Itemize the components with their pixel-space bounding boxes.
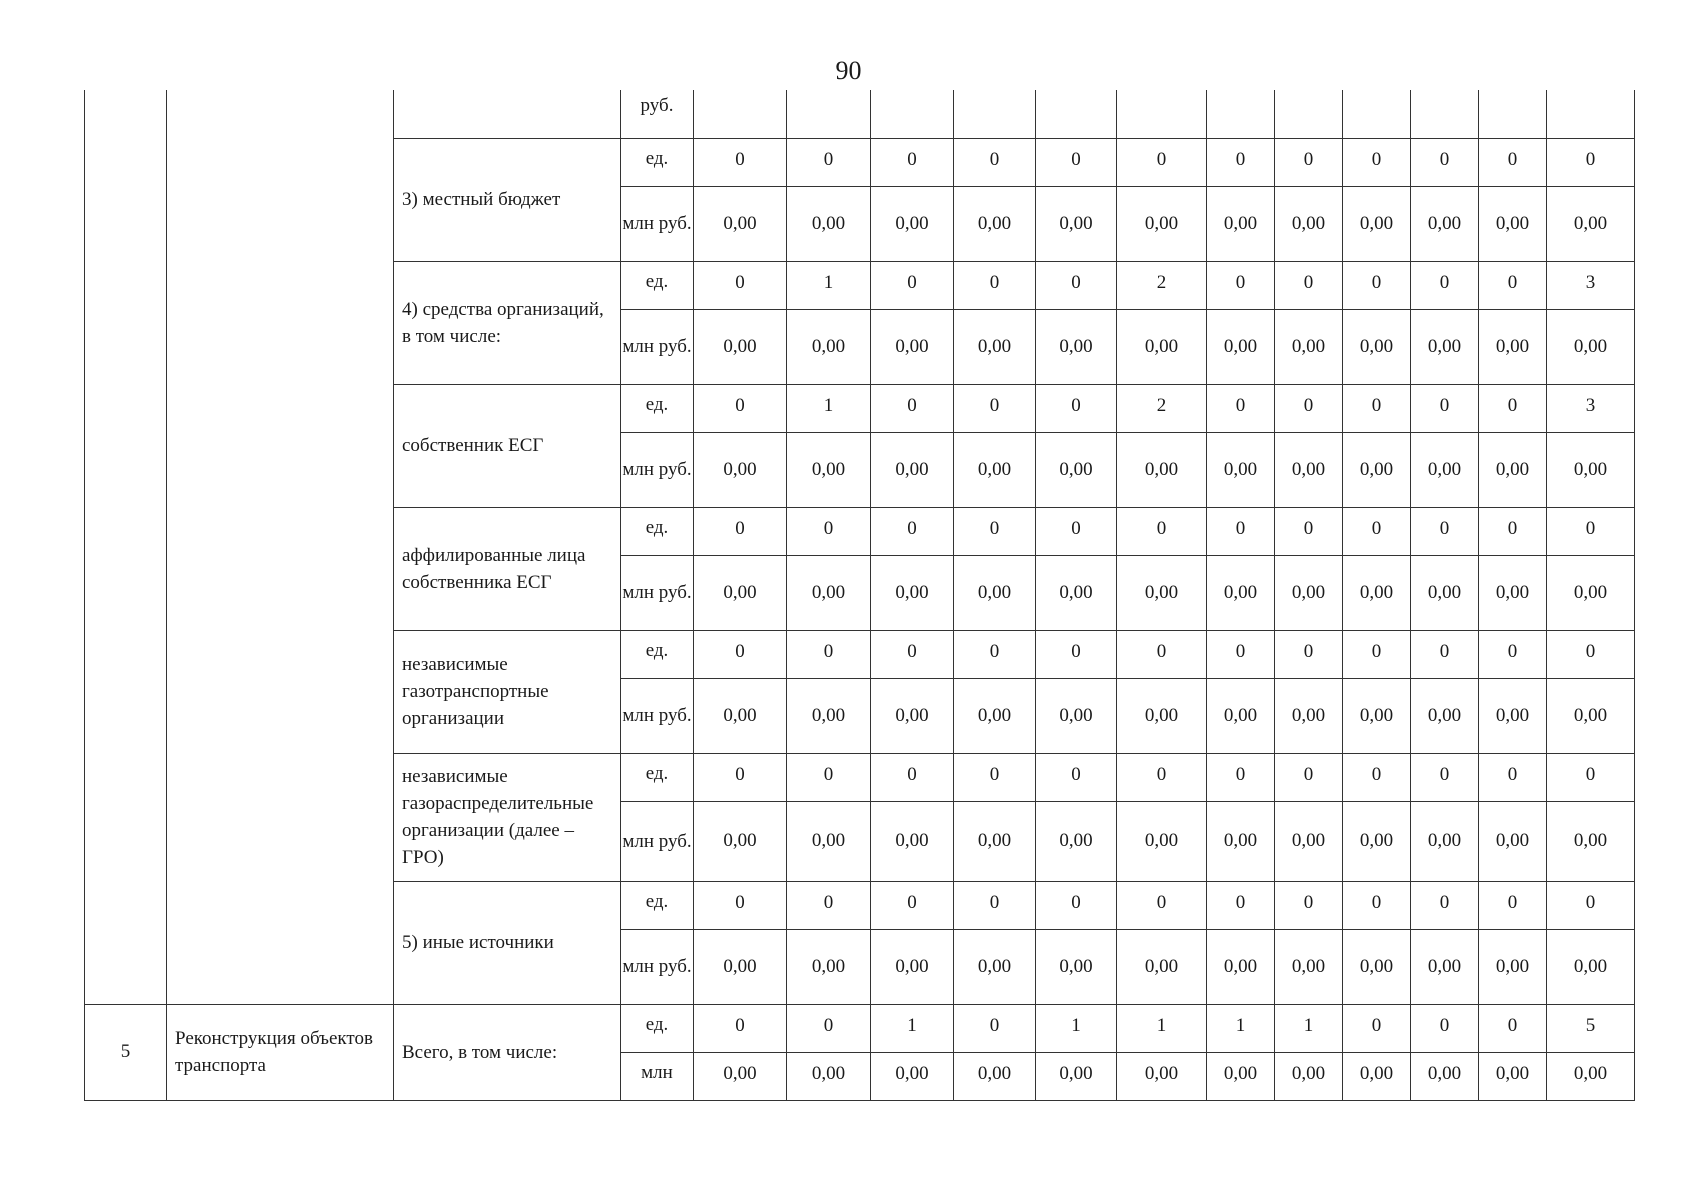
value-cell: 0: [1275, 630, 1343, 678]
value-cell: 0,00: [1547, 929, 1635, 1004]
value-cell: 0,00: [871, 929, 954, 1004]
value-cell: 0,00: [1117, 801, 1207, 881]
value-cell: 0,00: [694, 1052, 787, 1100]
value-cell: 0: [1479, 384, 1547, 432]
value-cell: 0,00: [1547, 1052, 1635, 1100]
unit-cell: руб.: [621, 90, 694, 138]
value-cell: 0: [1411, 261, 1479, 309]
unit-mln: млн руб.: [621, 678, 694, 753]
value-cell: 0,00: [1036, 432, 1117, 507]
value-cell: 0: [1207, 507, 1275, 555]
value-cell: [1479, 90, 1547, 138]
value-cell: 0,00: [1411, 929, 1479, 1004]
value-cell: 0: [1036, 261, 1117, 309]
value-cell: 0: [1036, 138, 1117, 186]
value-cell: 0: [1207, 753, 1275, 801]
value-cell: 0,00: [1275, 801, 1343, 881]
value-cell: 0: [694, 753, 787, 801]
value-cell: 0: [954, 881, 1036, 929]
value-cell: 0,00: [1343, 309, 1411, 384]
value-cell: [1117, 90, 1207, 138]
value-cell: 0,00: [954, 678, 1036, 753]
value-cell: 0: [954, 1004, 1036, 1052]
value-cell: 0: [1479, 630, 1547, 678]
value-cell: 0: [1275, 384, 1343, 432]
value-cell: [787, 90, 871, 138]
value-cell: 0,00: [1343, 555, 1411, 630]
unit-ed: ед.: [621, 753, 694, 801]
unit-mln: млн руб.: [621, 555, 694, 630]
unit-mln: млн руб.: [621, 929, 694, 1004]
value-cell: 0: [787, 138, 871, 186]
value-cell: [1411, 90, 1479, 138]
value-cell: 5: [1547, 1004, 1635, 1052]
value-cell: 0,00: [1117, 555, 1207, 630]
value-cell: 0: [1036, 753, 1117, 801]
value-cell: 0,00: [787, 801, 871, 881]
value-cell: 1: [787, 384, 871, 432]
value-cell: 0: [871, 261, 954, 309]
value-cell: 0: [1117, 753, 1207, 801]
funding-source-label: аффилированные лица собственника ЕСГ: [394, 507, 621, 630]
value-cell: 0,00: [954, 555, 1036, 630]
value-cell: 0: [1479, 138, 1547, 186]
value-cell: 0,00: [787, 186, 871, 261]
value-cell: [1275, 90, 1343, 138]
value-cell: [1547, 90, 1635, 138]
value-cell: 2: [1117, 261, 1207, 309]
value-cell: 0: [1547, 507, 1635, 555]
value-cell: 0: [694, 1004, 787, 1052]
funding-source-label: собственник ЕСГ: [394, 384, 621, 507]
value-cell: 0: [694, 507, 787, 555]
row-number-cell: [85, 90, 167, 1004]
value-cell: 0,00: [1207, 929, 1275, 1004]
value-cell: 0: [871, 384, 954, 432]
value-cell: 0: [1479, 1004, 1547, 1052]
value-cell: 0,00: [1117, 678, 1207, 753]
value-cell: 1: [1207, 1004, 1275, 1052]
value-cell: [694, 90, 787, 138]
value-cell: 0,00: [694, 555, 787, 630]
value-cell: 0,00: [1207, 555, 1275, 630]
value-cell: 0,00: [1479, 929, 1547, 1004]
value-cell: 0,00: [1117, 309, 1207, 384]
value-cell: 0: [1117, 881, 1207, 929]
value-cell: 0,00: [871, 801, 954, 881]
unit-mln: млн: [621, 1052, 694, 1100]
value-cell: 0,00: [1207, 1052, 1275, 1100]
value-cell: 0: [1207, 881, 1275, 929]
value-cell: 0: [694, 384, 787, 432]
unit-ed: ед.: [621, 630, 694, 678]
unit-mln: млн руб.: [621, 309, 694, 384]
value-cell: 0: [694, 138, 787, 186]
value-cell: 0,00: [871, 555, 954, 630]
funding-source-label: Всего, в том числе:: [394, 1004, 621, 1100]
value-cell: 0: [1479, 881, 1547, 929]
value-cell: 0,00: [1479, 309, 1547, 384]
value-cell: 0,00: [954, 801, 1036, 881]
value-cell: 0,00: [871, 1052, 954, 1100]
object-name: Реконструкция объектов транспорта: [167, 1004, 394, 1100]
table-row: [85, 90, 1635, 138]
value-cell: 0,00: [1547, 309, 1635, 384]
value-cell: 0,00: [1479, 432, 1547, 507]
unit-mln: млн руб.: [621, 432, 694, 507]
value-cell: 0,00: [787, 1052, 871, 1100]
funding-source-label: 5) иные источники: [394, 881, 621, 1004]
value-cell: 0: [1479, 507, 1547, 555]
value-cell: 0,00: [694, 186, 787, 261]
value-cell: 3: [1547, 384, 1635, 432]
object-name-cell: [167, 90, 394, 1004]
value-cell: 2: [1117, 384, 1207, 432]
value-cell: 0,00: [1036, 1052, 1117, 1100]
value-cell: 0,00: [1343, 432, 1411, 507]
value-cell: 0,00: [694, 929, 787, 1004]
value-cell: 0: [1343, 261, 1411, 309]
value-cell: 0,00: [1343, 929, 1411, 1004]
value-cell: [871, 90, 954, 138]
value-cell: 0,00: [1036, 186, 1117, 261]
value-cell: 1: [1275, 1004, 1343, 1052]
value-cell: 0,00: [1275, 186, 1343, 261]
value-cell: 0: [1411, 507, 1479, 555]
value-cell: 0,00: [1036, 555, 1117, 630]
value-cell: 0,00: [871, 309, 954, 384]
value-cell: 0,00: [1343, 1052, 1411, 1100]
value-cell: 0: [1411, 138, 1479, 186]
value-cell: 0: [1275, 138, 1343, 186]
value-cell: 0,00: [787, 309, 871, 384]
value-cell: 0: [871, 630, 954, 678]
value-cell: 0: [1343, 1004, 1411, 1052]
value-cell: 0,00: [954, 929, 1036, 1004]
value-cell: 0,00: [1479, 801, 1547, 881]
value-cell: 0,00: [954, 309, 1036, 384]
value-cell: 0,00: [694, 432, 787, 507]
value-cell: 0,00: [1411, 186, 1479, 261]
value-cell: 0,00: [1411, 801, 1479, 881]
row-number: 5: [85, 1004, 167, 1100]
value-cell: 0: [1275, 753, 1343, 801]
value-cell: 0: [1479, 753, 1547, 801]
value-cell: 0: [1343, 138, 1411, 186]
value-cell: 0: [1411, 753, 1479, 801]
value-cell: 0,00: [1275, 678, 1343, 753]
value-cell: 0,00: [1343, 186, 1411, 261]
value-cell: 0: [1207, 138, 1275, 186]
value-cell: 0,00: [1036, 929, 1117, 1004]
value-cell: 3: [1547, 261, 1635, 309]
value-cell: 0,00: [1117, 186, 1207, 261]
value-cell: 0: [787, 507, 871, 555]
value-cell: 0: [1117, 138, 1207, 186]
unit-ed: ед.: [621, 881, 694, 929]
value-cell: [1036, 90, 1117, 138]
value-cell: 0: [1275, 881, 1343, 929]
value-cell: 0,00: [1411, 432, 1479, 507]
source-cell: [394, 90, 621, 138]
value-cell: 0,00: [1207, 186, 1275, 261]
value-cell: 1: [871, 1004, 954, 1052]
value-cell: 1: [1036, 1004, 1117, 1052]
value-cell: [954, 90, 1036, 138]
page-number: 90: [835, 56, 862, 85]
value-cell: 0: [954, 630, 1036, 678]
value-cell: 0: [1036, 881, 1117, 929]
value-cell: 0: [1036, 630, 1117, 678]
value-cell: [1343, 90, 1411, 138]
financing-table: [84, 90, 1635, 1101]
value-cell: 0,00: [1479, 1052, 1547, 1100]
value-cell: 0,00: [787, 555, 871, 630]
value-cell: 0: [1343, 384, 1411, 432]
value-cell: 0: [1117, 507, 1207, 555]
value-cell: 0: [871, 881, 954, 929]
value-cell: 0,00: [1117, 929, 1207, 1004]
value-cell: 0,00: [1036, 678, 1117, 753]
value-cell: 0: [1547, 630, 1635, 678]
value-cell: 0: [1411, 1004, 1479, 1052]
value-cell: 0: [694, 261, 787, 309]
value-cell: 0: [954, 384, 1036, 432]
value-cell: 0,00: [1343, 678, 1411, 753]
value-cell: 0: [1036, 384, 1117, 432]
value-cell: 0,00: [1479, 186, 1547, 261]
value-cell: 0: [1343, 630, 1411, 678]
value-cell: 0,00: [787, 929, 871, 1004]
value-cell: 0,00: [871, 432, 954, 507]
value-cell: 0,00: [1479, 678, 1547, 753]
value-cell: 0,00: [1207, 432, 1275, 507]
value-cell: 0,00: [1275, 432, 1343, 507]
value-cell: 0: [871, 138, 954, 186]
value-cell: 0: [1275, 507, 1343, 555]
value-cell: 0,00: [954, 186, 1036, 261]
value-cell: 0,00: [954, 1052, 1036, 1100]
funding-source-label: независимые газораспределительные организации (далее – ГРО): [394, 753, 621, 881]
value-cell: [1207, 90, 1275, 138]
table-row: [85, 1004, 1635, 1052]
unit-mln: млн руб.: [621, 801, 694, 881]
table-body: [85, 90, 1635, 1100]
value-cell: 0,00: [1275, 929, 1343, 1004]
value-cell: 0: [1343, 881, 1411, 929]
value-cell: 0,00: [1547, 678, 1635, 753]
value-cell: 0: [871, 507, 954, 555]
unit-ed: ед.: [621, 384, 694, 432]
value-cell: 0: [1117, 630, 1207, 678]
value-cell: 0,00: [1275, 309, 1343, 384]
value-cell: 0: [1411, 630, 1479, 678]
value-cell: 0: [1547, 881, 1635, 929]
value-cell: 0,00: [1207, 801, 1275, 881]
unit-ed: ед.: [621, 261, 694, 309]
value-cell: 0,00: [694, 801, 787, 881]
funding-source-label: 3) местный бюджет: [394, 138, 621, 261]
value-cell: 0: [1343, 753, 1411, 801]
value-cell: 0: [694, 630, 787, 678]
value-cell: 0,00: [954, 432, 1036, 507]
value-cell: 0,00: [1411, 1052, 1479, 1100]
value-cell: 0: [787, 881, 871, 929]
unit-ed: ед.: [621, 138, 694, 186]
value-cell: 0,00: [1411, 555, 1479, 630]
value-cell: 1: [1117, 1004, 1207, 1052]
value-cell: 0,00: [787, 678, 871, 753]
funding-source-label: 4) средства организаций, в том числе:: [394, 261, 621, 384]
value-cell: 0,00: [1275, 555, 1343, 630]
value-cell: 0,00: [1036, 309, 1117, 384]
value-cell: 0,00: [1207, 678, 1275, 753]
value-cell: 0,00: [694, 678, 787, 753]
value-cell: 0: [1207, 261, 1275, 309]
value-cell: 0,00: [1117, 1052, 1207, 1100]
value-cell: 0: [954, 507, 1036, 555]
value-cell: 0,00: [787, 432, 871, 507]
value-cell: 0,00: [694, 309, 787, 384]
unit-ed: ед.: [621, 507, 694, 555]
value-cell: 0: [1547, 753, 1635, 801]
value-cell: 0,00: [1547, 801, 1635, 881]
value-cell: 0,00: [871, 186, 954, 261]
value-cell: 0: [694, 881, 787, 929]
value-cell: 0: [954, 138, 1036, 186]
value-cell: 0,00: [1479, 555, 1547, 630]
unit-mln: млн руб.: [621, 186, 694, 261]
value-cell: 0,00: [1036, 801, 1117, 881]
value-cell: 0,00: [1343, 801, 1411, 881]
value-cell: 0,00: [1547, 555, 1635, 630]
value-cell: 0: [1207, 384, 1275, 432]
value-cell: 0: [1479, 261, 1547, 309]
value-cell: 0,00: [871, 678, 954, 753]
unit-ed: ед.: [621, 1004, 694, 1052]
value-cell: 0: [1411, 384, 1479, 432]
value-cell: 0,00: [1547, 186, 1635, 261]
value-cell: 0,00: [1117, 432, 1207, 507]
value-cell: 0: [1411, 881, 1479, 929]
value-cell: 0: [1207, 630, 1275, 678]
value-cell: 0: [787, 753, 871, 801]
value-cell: 0: [787, 1004, 871, 1052]
value-cell: 0: [871, 753, 954, 801]
value-cell: 0: [1343, 507, 1411, 555]
value-cell: 0,00: [1411, 309, 1479, 384]
value-cell: 0,00: [1275, 1052, 1343, 1100]
value-cell: 0,00: [1207, 309, 1275, 384]
value-cell: 0: [1547, 138, 1635, 186]
value-cell: 0: [954, 261, 1036, 309]
value-cell: 0: [787, 630, 871, 678]
value-cell: 0: [1275, 261, 1343, 309]
value-cell: 1: [787, 261, 871, 309]
funding-source-label: независимые газотранспортные организации: [394, 630, 621, 753]
value-cell: 0: [954, 753, 1036, 801]
value-cell: 0,00: [1411, 678, 1479, 753]
value-cell: 0: [1036, 507, 1117, 555]
value-cell: 0,00: [1547, 432, 1635, 507]
